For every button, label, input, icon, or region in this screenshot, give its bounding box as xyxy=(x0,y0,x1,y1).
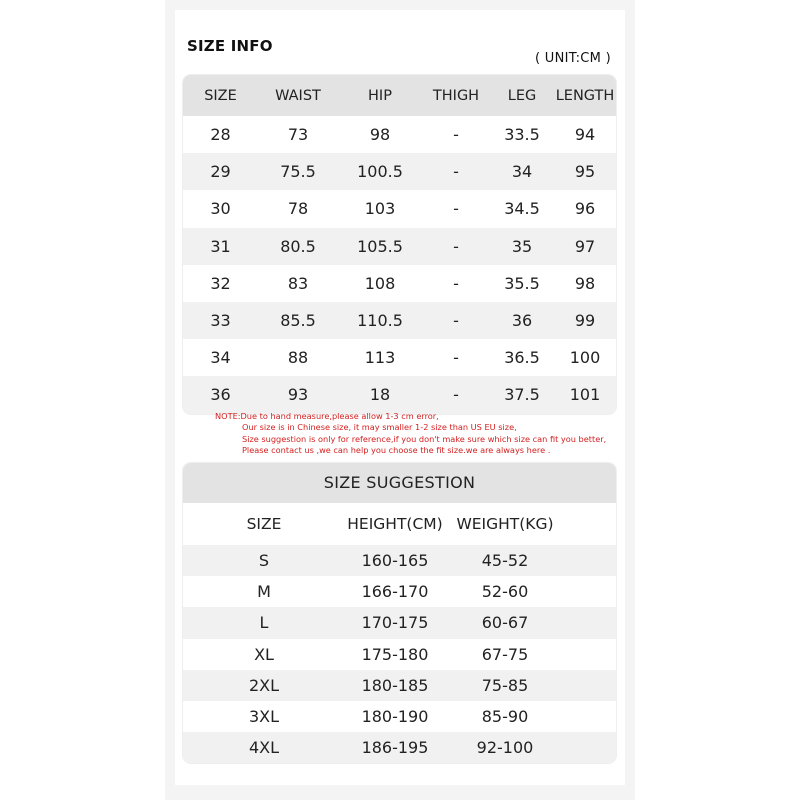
cell-waist: 73 xyxy=(287,125,309,145)
table-row xyxy=(183,732,616,763)
cell-size: 36 xyxy=(210,385,231,405)
header-hip: HIP xyxy=(368,87,392,104)
cell-thigh: - xyxy=(453,385,459,405)
header-size: SIZE xyxy=(246,515,282,533)
cell-size: 31 xyxy=(210,236,231,256)
table-row xyxy=(183,376,616,413)
table-row xyxy=(183,302,616,339)
cell-waist: 85.5 xyxy=(280,311,316,331)
cell-leg: 36.5 xyxy=(504,348,540,368)
table-header-row xyxy=(183,75,616,116)
cell-hip: 103 xyxy=(364,199,396,219)
cell-hip: 113 xyxy=(364,348,396,368)
zigzag-edge-decoration xyxy=(165,790,635,800)
cell-length: 98 xyxy=(574,273,596,293)
cell-waist: 93 xyxy=(287,385,309,405)
cell-thigh: - xyxy=(453,348,459,368)
note-line: Size suggestion is only for reference,if you don't make sure which size can fit you better, xyxy=(242,433,607,444)
cell-length: 97 xyxy=(574,236,596,256)
cell-size: 2XL xyxy=(248,675,280,695)
cell-length: 101 xyxy=(569,385,601,405)
table-row xyxy=(183,607,616,638)
size-suggestion-title: SIZE SUGGESTION xyxy=(183,463,616,503)
header-size: SIZE xyxy=(204,87,237,104)
cell-height: 170-175 xyxy=(361,613,429,633)
cell-length: 100 xyxy=(569,348,601,368)
header-leg: LEG xyxy=(507,87,537,104)
cell-height: 180-185 xyxy=(361,675,429,695)
cell-thigh: - xyxy=(453,273,459,293)
note-line: NOTE:Due to hand measure,please allow 1-3 cm error, xyxy=(215,411,439,421)
cell-thigh: - xyxy=(453,236,459,256)
cell-leg: 37.5 xyxy=(504,385,540,405)
cell-hip: 98 xyxy=(369,125,391,145)
cell-size: 3XL xyxy=(248,707,280,727)
cell-height: 166-170 xyxy=(361,582,429,602)
table-row xyxy=(183,190,616,227)
table-row xyxy=(183,670,616,701)
cell-size: L xyxy=(259,613,269,633)
cell-leg: 34.5 xyxy=(504,199,540,219)
cell-weight: 52-60 xyxy=(481,582,529,602)
cell-leg: 35 xyxy=(511,236,533,256)
cell-leg: 35.5 xyxy=(504,273,540,293)
cell-weight: 60-67 xyxy=(481,613,529,633)
cell-waist: 80.5 xyxy=(280,236,316,256)
cell-leg: 34 xyxy=(511,162,533,182)
size-info-title: SIZE INFO xyxy=(187,37,273,55)
header-thigh: THIGH xyxy=(432,87,480,104)
size-suggestion-table xyxy=(183,463,616,763)
cell-waist: 78 xyxy=(287,199,309,219)
cell-length: 99 xyxy=(574,311,596,331)
cell-size: S xyxy=(258,551,270,571)
cell-size: XL xyxy=(254,644,274,664)
cell-size: 4XL xyxy=(248,738,280,758)
header-weight: WEIGHT(KG) xyxy=(456,515,554,533)
cell-thigh: - xyxy=(453,311,459,331)
note-line: Our size is in Chinese size, it may smaller 1-2 size than US EU size, xyxy=(242,422,517,433)
header-waist: WAIST xyxy=(275,87,321,104)
header-height: HEIGHT(CM) xyxy=(347,515,443,533)
cell-height: 160-165 xyxy=(361,551,429,571)
cell-height: 180-190 xyxy=(361,707,429,727)
note-line: Please contact us ,we can help you choose the fit size.we are always here . xyxy=(242,444,551,455)
cell-waist: 75.5 xyxy=(280,162,316,182)
measurement-note xyxy=(215,411,606,456)
table-row xyxy=(183,116,616,153)
table-row xyxy=(183,545,616,576)
cell-size: 34 xyxy=(210,348,231,368)
size-info-table xyxy=(183,75,616,414)
table-row xyxy=(183,265,616,302)
cell-length: 96 xyxy=(574,199,596,219)
cell-height: 186-195 xyxy=(361,738,429,758)
cell-hip: 105.5 xyxy=(357,236,403,256)
cell-hip: 110.5 xyxy=(357,311,403,331)
cell-thigh: - xyxy=(453,199,459,219)
cell-length: 95 xyxy=(574,162,596,182)
cell-thigh: - xyxy=(453,162,459,182)
table-row xyxy=(183,576,616,607)
cell-size: 29 xyxy=(210,162,231,182)
cell-hip: 100.5 xyxy=(357,162,403,182)
table-row xyxy=(183,639,616,670)
table-row xyxy=(183,701,616,732)
cell-hip: 108 xyxy=(364,273,396,293)
cell-weight: 67-75 xyxy=(481,644,529,664)
cell-size: 33 xyxy=(210,311,231,331)
cell-size: 30 xyxy=(210,199,231,219)
cell-weight: 75-85 xyxy=(481,675,529,695)
cell-leg: 36 xyxy=(511,311,533,331)
cell-height: 175-180 xyxy=(361,644,429,664)
table-row xyxy=(183,339,616,376)
cell-size: 28 xyxy=(210,125,231,145)
unit-label: ( UNIT:CM ) xyxy=(535,51,611,66)
cell-leg: 33.5 xyxy=(504,125,540,145)
cell-thigh: - xyxy=(453,125,459,145)
table-header-row xyxy=(183,503,616,545)
cell-weight: 45-52 xyxy=(481,551,529,571)
cell-weight: 92-100 xyxy=(476,738,534,758)
cell-size: M xyxy=(257,582,271,602)
cell-weight: 85-90 xyxy=(481,707,529,727)
table-row xyxy=(183,153,616,190)
table-row xyxy=(183,228,616,265)
cell-size: 32 xyxy=(210,273,231,293)
cell-waist: 88 xyxy=(287,348,309,368)
header-length: LENGTH xyxy=(555,87,615,104)
cell-length: 94 xyxy=(574,125,596,145)
cell-hip: 18 xyxy=(369,385,391,405)
cell-waist: 83 xyxy=(287,273,309,293)
